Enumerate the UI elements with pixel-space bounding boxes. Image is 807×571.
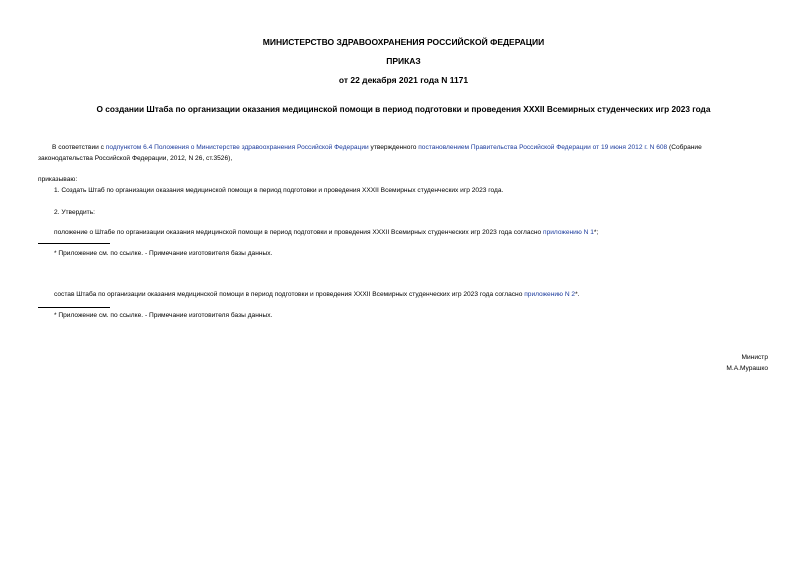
preamble-text-2: утвержденного bbox=[368, 144, 419, 151]
approve-regulation-line bbox=[54, 228, 598, 237]
order-word: приказываю: bbox=[38, 176, 78, 183]
preamble-line-1 bbox=[52, 143, 702, 152]
approve-regulation-tail: *; bbox=[593, 229, 599, 236]
order-item-2: 2. Утвердить: bbox=[54, 209, 95, 216]
regulation-link[interactable]: подпунктом 6.4 Положения о Министерстве здравоохранения Российской Федерации bbox=[105, 144, 369, 151]
footnote-2: * Приложение см. по ссылке. - Примечание изготовителя базы данных. bbox=[54, 312, 273, 319]
preamble-line-2: законодательства Российской Федерации, 2012, N 26, ст.3526), bbox=[38, 155, 233, 162]
footnote-1: * Приложение см. по ссылке. - Примечание изготовителя базы данных. bbox=[54, 250, 273, 257]
approve-regulation-text: положение о Штабе по организации оказания медицинской помощи в период подготовки и проведения XXXII Всемирных студенческих игр 2023 года согласно bbox=[54, 229, 544, 236]
approve-composition-line bbox=[54, 290, 580, 299]
footnote-divider-2 bbox=[38, 307, 110, 308]
preamble-text-3: (Собрание bbox=[667, 144, 702, 151]
government-decree-link[interactable]: постановлением Правительства Российской Федерации от 19 июня 2012 г. N 608 bbox=[418, 144, 668, 151]
signatory-name: М.А.Мурашко bbox=[726, 365, 768, 372]
footnote-divider-1 bbox=[38, 243, 110, 244]
date-number-heading: от 22 декабря 2021 года N 1171 bbox=[338, 75, 469, 85]
approve-composition-text: состав Штаба по организации оказания медицинской помощи в период подготовки и проведения XXXII Всемирных студенческих игр 2023 года согласно bbox=[54, 291, 525, 298]
appendix-2-link[interactable]: приложению N 2 bbox=[524, 291, 576, 298]
document-type-heading: ПРИКАЗ bbox=[386, 56, 421, 66]
document-title: О создании Штаба по организации оказания медицинской помощи в период подготовки и проведения XXXII Всемирных студенческих игр 2023 года bbox=[96, 104, 711, 114]
appendix-1-link[interactable]: приложению N 1 bbox=[543, 229, 594, 236]
approve-composition-tail: *. bbox=[575, 291, 580, 298]
signatory-position: Министр bbox=[741, 354, 768, 361]
preamble-text-1: В соответствии с bbox=[52, 144, 106, 151]
ministry-heading: МИНИСТЕРСТВО ЗДРАВООХРАНЕНИЯ РОССИЙСКОЙ ФЕДЕРАЦИИ bbox=[262, 37, 545, 47]
order-item-1: 1. Создать Штаб по организации оказания медицинской помощи в период подготовки и проведения XXXII Всемирных студенческих игр 2023 года. bbox=[54, 187, 504, 194]
